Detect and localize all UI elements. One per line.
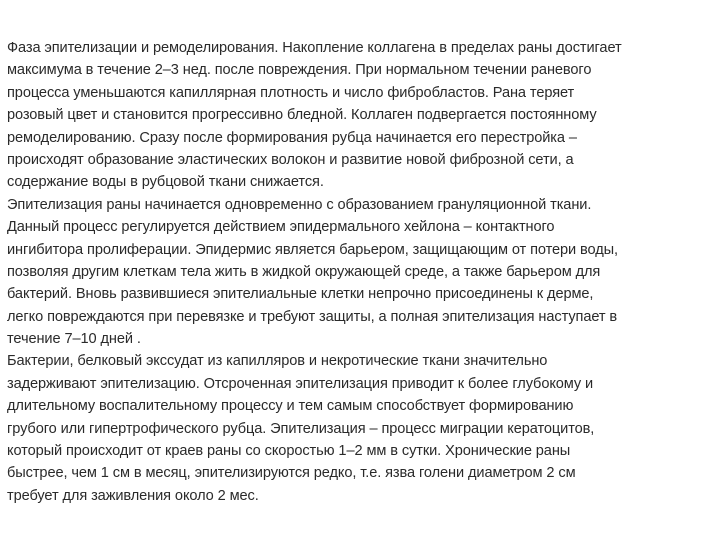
text-line: грубого или гипертрофического рубца. Эпителизация – процесс миграции кератоцитов, <box>7 420 595 437</box>
text-line: максимума в течение 2–3 нед. после повреждения. При нормальном течении раневого <box>7 62 592 79</box>
text-line: быстрее, чем 1 см в месяц, эпителизируются редко, т.е. язва голени диаметром 2 см <box>7 465 576 482</box>
text-line: бактерий. Вновь развившиеся эпителиальные клетки непрочно присоединены к дерме, <box>7 286 594 303</box>
text-line: Эпителизация раны начинается одновременно с образованием грануляционной ткани. <box>7 196 592 213</box>
text-line: задерживают эпителизацию. Отсроченная эпителизация приводит к более глубокому и <box>7 375 594 392</box>
text-line: требует для заживления около 2 мес. <box>7 487 259 504</box>
text-line: который происходит от краев раны со скоростью 1–2 мм в сутки. Хронические раны <box>7 443 571 460</box>
text-line: легко повреждаются при перевязке и требуют защиты, а полная эпителизация наступает в <box>7 308 618 325</box>
text-line: течение 7–10 дней . <box>7 331 141 348</box>
text-line: содержание воды в рубцовой ткани снижается. <box>7 174 324 191</box>
text-line: процесса уменьшаются капиллярная плотность и число фибробластов. Рана теряет <box>7 84 575 101</box>
text-line: Данный процесс регулируется действием эпидермального хейлона – контактного <box>7 219 555 236</box>
text-line: длительному воспалительному процессу и тем самым способствует формированию <box>7 398 574 415</box>
text-line: ингибитора пролиферации. Эпидермис является барьером, защищающим от потери воды, <box>7 241 618 258</box>
text-line: ремоделированию. Сразу после формирования рубца начинается его перестройка – <box>7 129 577 146</box>
text-line: происходят образование эластических волокон и развитие новой фиброзной сети, а <box>7 151 574 168</box>
text-line: позволяя другим клеткам тела жить в жидкой окружающей среде, а также барьером для <box>7 263 601 280</box>
text-line: розовый цвет и становится прогрессивно бледной. Коллаген подвергается постоянному <box>7 107 597 124</box>
body-text <box>7 37 713 507</box>
text-line: Фаза эпителизации и ремоделирования. Накопление коллагена в пределах раны достигает <box>7 40 622 56</box>
text-line: Бактерии, белковый экссудат из капилляров и некротические ткани значительно <box>7 353 548 370</box>
